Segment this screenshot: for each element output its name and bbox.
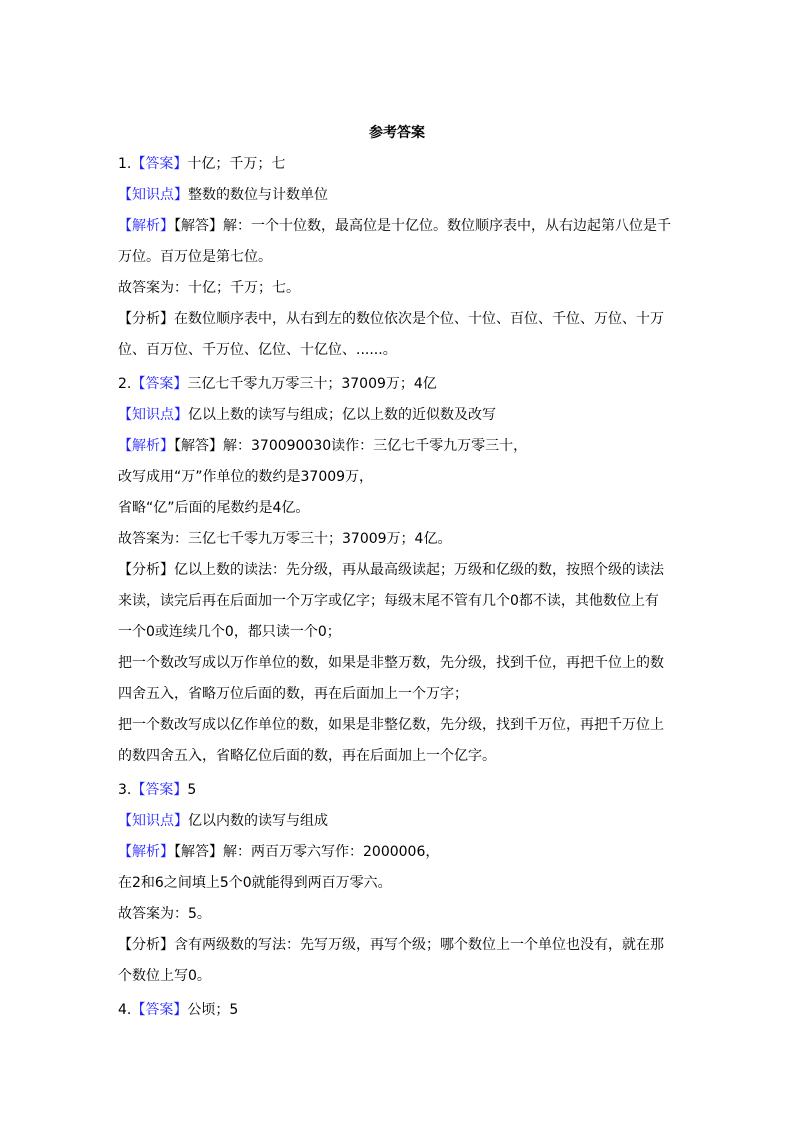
text-line (118, 149, 698, 180)
question-number: 2. (118, 376, 132, 392)
text-line (118, 775, 698, 806)
text-line (118, 273, 698, 304)
section-sublabel: 【分析】 (118, 937, 174, 953)
line-text: 来读，读完后再在后面加一个万字或亿字；每级末尾不管有几个0都不读，其他数位上有 (118, 593, 659, 609)
question-number: 4. (118, 1002, 132, 1018)
section-sublabel: 【解答】 (174, 438, 223, 454)
text-line (118, 648, 698, 679)
question-number: 1. (118, 156, 132, 172)
line-text: 位、百万位、千万位、亿位、十亿位、......。 (118, 342, 397, 358)
line-text: 在2和6之间填上5个0就能得到两百万零六。 (118, 875, 392, 891)
line-text: 个数位上写0。 (118, 968, 211, 984)
section-label: 【知识点】 (118, 813, 188, 829)
line-text: 省略“亿”后面的尾数约是4亿。 (118, 500, 310, 516)
text-line (118, 493, 698, 524)
line-text: 故答案为：三亿七千零九万零三十；37009万；4亿。 (118, 531, 452, 547)
line-text: 三亿七千零九万零三十；37009万；4亿 (187, 376, 437, 392)
section-label: 【解析】 (118, 844, 174, 860)
text-line (118, 995, 698, 1026)
text-line (118, 369, 698, 400)
line-text: 四舍五入，省略万位后面的数，再在后面加上一个万字； (118, 686, 468, 702)
section-label: 【答案】 (131, 156, 188, 172)
section-sublabel: 【解答】 (174, 844, 223, 860)
question-number: 3. (118, 782, 132, 798)
line-text: 十亿；千万；七 (187, 156, 286, 172)
line-text: 在数位顺序表中，从右到左的数位依次是个位、十位、百位、千位、万位、十万 (174, 311, 664, 327)
page-title: 参考答案 (369, 125, 425, 141)
section-sublabel: 【解答】 (174, 218, 223, 234)
line-text: 把一个数改写成以万作单位的数，如果是非整万数，先分级，找到千位，再把千位上的数 (118, 655, 664, 671)
section-sublabel: 【分析】 (118, 562, 174, 578)
line-text: 亿以内数的读写与组成 (188, 813, 328, 829)
line-text: 万位。百万位是第七位。 (118, 249, 272, 265)
section-label: 【知识点】 (118, 407, 188, 423)
text-line (118, 617, 698, 648)
text-line (118, 242, 698, 273)
line-text: 的数四舍五入，省略亿位后面的数，再在后面加上一个亿字。 (118, 748, 496, 764)
text-line (118, 837, 698, 868)
line-text: 亿以上数的读法：先分级，再从最高级读起；万级和亿级的数，按照个级的读法 (174, 562, 664, 578)
line-text: 公顷；5 (187, 1002, 239, 1018)
text-line (118, 586, 698, 617)
text-line (118, 462, 698, 493)
text-line (118, 400, 698, 431)
text-line (118, 899, 698, 930)
text-line (118, 304, 698, 335)
text-line (118, 555, 698, 586)
line-text: 改写成用“万”作单位的数约是37009万， (118, 469, 374, 485)
text-line (118, 679, 698, 710)
text-line (118, 431, 698, 462)
text-line (118, 961, 698, 992)
text-line (118, 930, 698, 961)
section-label: 【答案】 (131, 1002, 188, 1018)
text-line (118, 710, 698, 741)
section-label: 【答案】 (131, 782, 188, 798)
line-text: 解：370090030读作：三亿七千零九万零三十， (223, 438, 528, 454)
line-text: 解：两百万零六写作：2000006， (223, 844, 440, 860)
line-text: 故答案为：十亿；千万；七。 (118, 280, 300, 296)
text-line (118, 868, 698, 899)
text-line (118, 741, 698, 772)
text-line (118, 211, 698, 242)
line-text: 一个0或连续几个0，都只读一个0； (118, 624, 341, 640)
section-label: 【答案】 (131, 376, 188, 392)
text-line (118, 180, 698, 211)
section-label: 【解析】 (118, 438, 174, 454)
section-label: 【知识点】 (118, 187, 188, 203)
text-line (118, 806, 698, 837)
answer-content (118, 149, 698, 1026)
line-text: 5 (187, 782, 197, 798)
text-line (118, 335, 698, 366)
section-sublabel: 【分析】 (118, 311, 174, 327)
line-text: 解：一个十位数，最高位是十亿位。数位顺序表中，从右边起第八位是千 (223, 218, 671, 234)
section-label: 【解析】 (118, 218, 174, 234)
line-text: 故答案为：5。 (118, 906, 211, 922)
line-text: 含有两级数的写法：先写万级，再写个级；哪个数位上一个单位也没有，就在那 (174, 937, 664, 953)
line-text: 整数的数位与计数单位 (188, 187, 328, 203)
line-text: 把一个数改写成以亿作单位的数，如果是非整亿数，先分级，找到千万位，再把千万位上 (118, 717, 664, 733)
text-line (118, 524, 698, 555)
line-text: 亿以上数的读写与组成；亿以上数的近似数及改写 (188, 407, 496, 423)
